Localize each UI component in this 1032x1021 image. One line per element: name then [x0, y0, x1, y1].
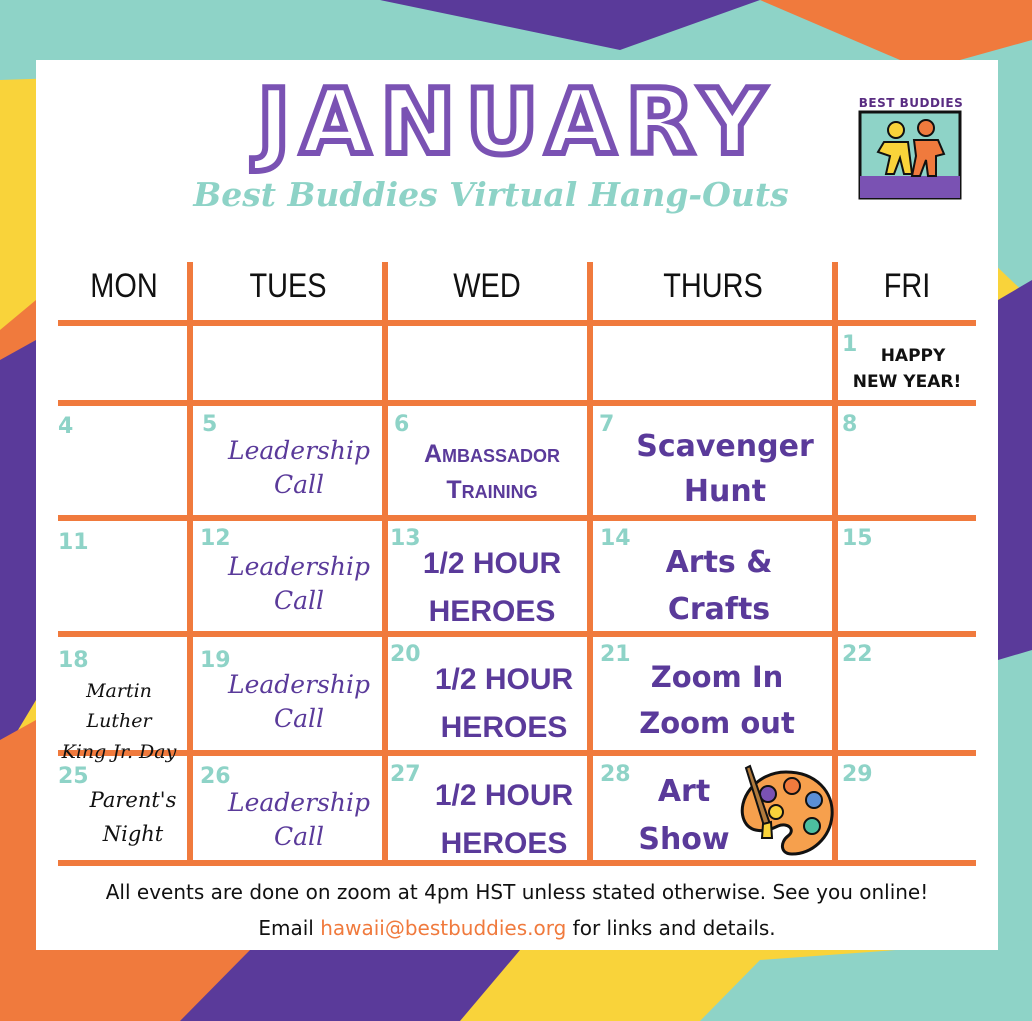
event-half-hour-heroes	[404, 772, 604, 868]
email-suffix: for links and details.	[572, 916, 776, 940]
event-line: Leadership	[228, 436, 370, 465]
event-line: 1/2 HOUR	[434, 779, 574, 812]
event-leadership-call	[210, 786, 388, 854]
event-leadership-call	[210, 434, 388, 502]
event-line: Zoom In	[650, 660, 784, 694]
email-prefix: Email	[258, 916, 314, 940]
day-number: 19	[200, 648, 231, 673]
event-zoom-in-zoom-out	[610, 654, 824, 747]
event-line: Leadership	[228, 788, 370, 817]
day-number: 26	[200, 764, 231, 789]
day-number: 15	[842, 526, 873, 551]
event-line: Call	[273, 469, 325, 499]
event-leadership-call	[210, 668, 388, 736]
event-scavenger-hunt	[618, 424, 832, 514]
event-line: Ambassador	[423, 440, 561, 468]
event-line: Martin Luther	[86, 680, 152, 733]
event-line: Night	[102, 821, 164, 846]
event-line: Art	[657, 774, 711, 809]
day-number: 22	[842, 642, 873, 667]
event-arts-crafts	[612, 540, 826, 633]
paint-palette-icon	[736, 764, 836, 860]
day-number: 20	[390, 642, 421, 667]
page-title: JANUARY	[257, 70, 775, 175]
footer-note: All events are done on zoom at 4pm HST unless stated otherwise. See you online!	[105, 880, 929, 904]
grid-line	[58, 515, 976, 521]
day-number: 7	[599, 412, 615, 437]
day-number: 27	[390, 762, 421, 787]
event-line: Call	[273, 821, 325, 851]
footer-email-line	[36, 916, 998, 940]
event-line: 1/2 HOUR	[422, 547, 562, 580]
event-half-hour-heroes	[404, 656, 604, 752]
event-mlk-day	[52, 676, 186, 767]
day-number: 5	[202, 412, 218, 437]
event-line: Arts &	[665, 545, 773, 580]
event-line: Parent's	[89, 788, 177, 812]
event-happy-new-year	[838, 344, 976, 395]
event-art-show	[632, 768, 736, 864]
event-parents-night	[78, 784, 188, 851]
event-line: Crafts	[667, 591, 771, 627]
event-line: Call	[273, 703, 325, 733]
day-number: 21	[600, 642, 631, 667]
day-number: 1	[842, 332, 858, 357]
header-fri: FRI	[883, 267, 931, 305]
logo-icon	[858, 96, 964, 200]
event-line: Show	[638, 822, 730, 857]
day-number: 18	[58, 648, 89, 673]
event-line: 1/2 HOUR	[434, 663, 574, 696]
header-wed: WED	[453, 267, 521, 305]
grid-line	[58, 320, 976, 326]
header-mon: MON	[90, 267, 158, 305]
day-number: 25	[58, 764, 89, 789]
day-number: 4	[58, 414, 74, 439]
day-number: 11	[58, 530, 89, 555]
event-line: HEROES	[440, 827, 568, 860]
event-line: King Jr. Day	[61, 740, 177, 763]
event-line: Training	[446, 476, 538, 505]
event-line: HEROES	[428, 595, 556, 628]
event-line: Hunt	[683, 474, 767, 509]
header-tues: TUES	[249, 267, 327, 305]
event-leadership-call	[210, 550, 388, 618]
event-line: NEW YEAR!	[852, 371, 962, 392]
logo-text: BEST BUDDIES	[858, 96, 964, 110]
event-line: Call	[273, 585, 325, 615]
header-thurs: THURS	[663, 267, 763, 305]
day-number: 6	[394, 412, 410, 437]
day-number: 29	[842, 762, 873, 787]
day-number: 13	[390, 526, 421, 551]
day-number: 12	[200, 526, 231, 551]
event-half-hour-heroes	[392, 540, 592, 636]
best-buddies-logo	[858, 96, 964, 200]
grid-line	[187, 262, 193, 866]
day-number: 28	[600, 762, 631, 787]
event-line: HAPPY	[880, 346, 946, 366]
event-ambassador-training	[392, 436, 592, 509]
event-line: Zoom out	[639, 706, 795, 741]
event-line: Scavenger	[636, 429, 814, 464]
page-subtitle: Best Buddies Virtual Hang-Outs	[193, 175, 789, 214]
event-line: Leadership	[228, 552, 370, 581]
email-link[interactable]: hawaii@bestbuddies.org	[320, 916, 567, 940]
event-line: Leadership	[228, 670, 370, 699]
event-line: HEROES	[440, 711, 568, 744]
grid-line	[58, 400, 976, 406]
day-number: 14	[600, 526, 631, 551]
day-number: 8	[842, 412, 858, 437]
